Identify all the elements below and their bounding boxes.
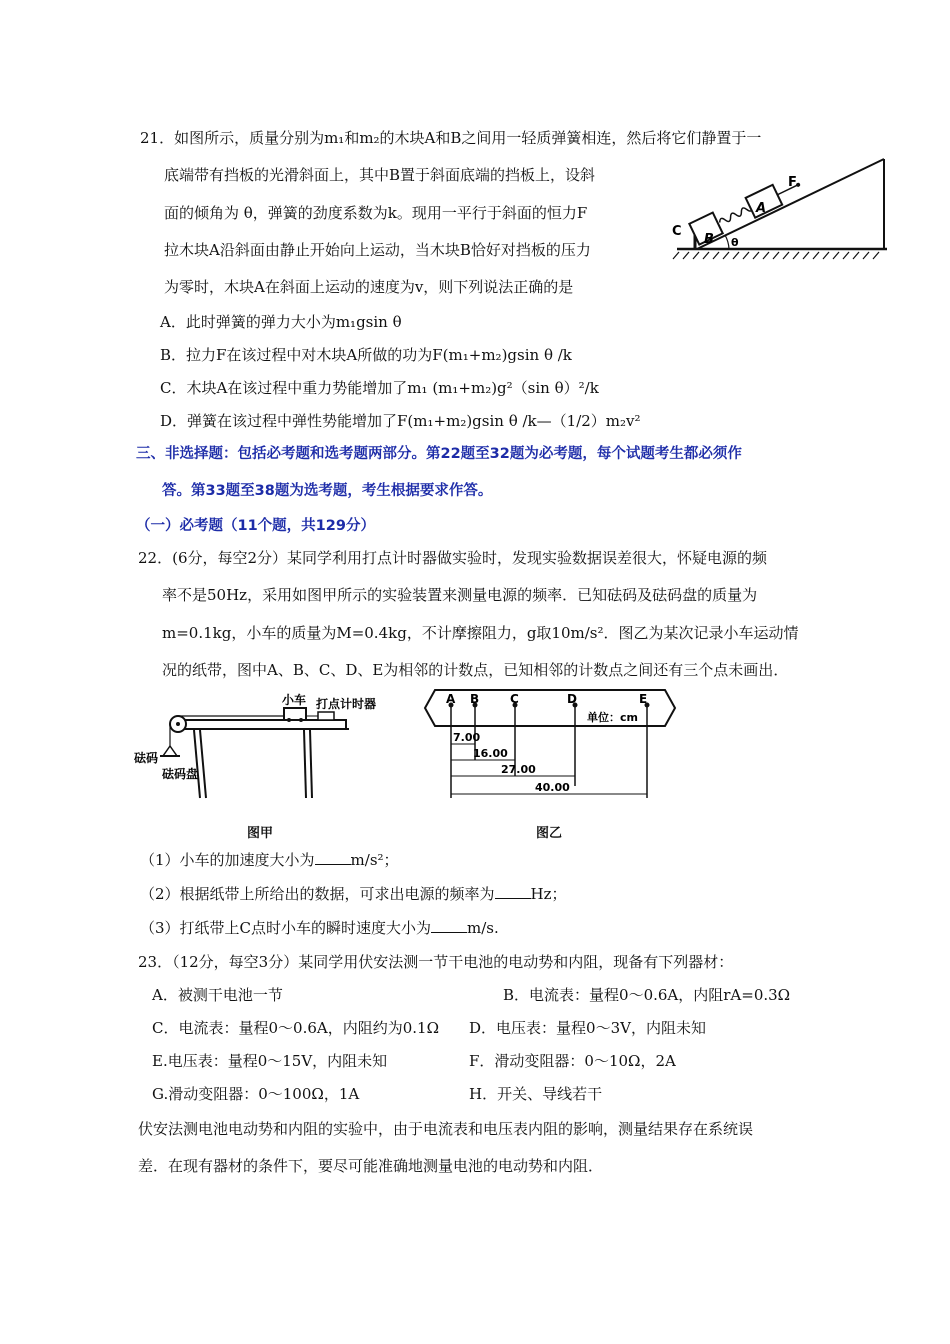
q22-sub1-unit: m/s²； bbox=[350, 851, 399, 869]
q22-sub3-text: （3）打纸带上C点时小车的瞬时速度大小为 bbox=[140, 919, 432, 937]
apparatus-label-car: 小车 bbox=[282, 693, 307, 707]
q23-item-d: D．电压表：量程0～3V，内阻未知 bbox=[469, 1019, 706, 1037]
apparatus-figure bbox=[134, 690, 404, 815]
tape-dim-4: 40.00 bbox=[535, 781, 570, 794]
q21-option-c: C．木块A在该过程中重力势能增加了m₁ (m₁+m₂)g²（sin θ）²/k bbox=[160, 379, 599, 397]
q22-sub3-unit: m/s. bbox=[467, 919, 499, 937]
q22-line2: 率不是50Hz，采用如图甲所示的实验装置来测量电源的频率．已知砝码及砝码盘的质量为 bbox=[162, 586, 758, 604]
q21-line2: 底端带有挡板的光滑斜面上，其中B置于斜面底端的挡板上，设斜 bbox=[164, 166, 596, 184]
figure-a-caption: 图甲 bbox=[247, 826, 274, 841]
q23-item-g: G.滑动变阻器：0～100Ω，1A bbox=[152, 1085, 360, 1103]
tape-point-d: D bbox=[567, 692, 577, 706]
incline-label-a: A bbox=[756, 201, 767, 216]
incline-label-f: F bbox=[788, 175, 797, 190]
q22-line4: 况的纸带，图中A、B、C、D、E为相邻的计数点，已知相邻的计数点之间还有三个点未画出． bbox=[162, 661, 789, 679]
section3-line1: 三、非选择题：包括必考题和选考题两部分。第22题至32题为必考题，每个试题考生都必须作 bbox=[136, 446, 742, 462]
q22-sub3 bbox=[140, 918, 499, 938]
tape-dim-3: 27.00 bbox=[501, 763, 536, 776]
q23-paragraph-line1: 伏安法测电池电动势和内阻的实验中，由于电流表和电压表内阻的影响，测量结果存在系统误 bbox=[138, 1120, 754, 1138]
q23-line1: 23．（12分，每空3分）某同学用伏安法测一节干电池的电动势和内阻，现备有下列器材： bbox=[138, 953, 734, 971]
q21-line3: 面的倾角为 θ，弹簧的劲度系数为k。现用一平行于斜面的恒力F bbox=[164, 204, 588, 222]
q22-sub1 bbox=[140, 850, 399, 870]
q22-sub2 bbox=[140, 884, 567, 904]
tape-point-b: B bbox=[470, 692, 480, 706]
tape-point-c: C bbox=[510, 692, 519, 706]
q22-sub3-blank bbox=[431, 918, 467, 933]
q21-line1: 21．如图所示，质量分别为m₁和m₂的木块A和B之间用一轻质弹簧相连，然后将它们静置于一 bbox=[140, 129, 762, 147]
tape-unit: 单位：cm bbox=[587, 711, 638, 724]
tape-point-e: E bbox=[639, 692, 648, 706]
q22-sub2-unit: Hz； bbox=[530, 885, 567, 903]
apparatus-label-timer: 打点计时器 bbox=[316, 697, 377, 711]
q23-item-e: E.电压表：量程0～15V，内阻未知 bbox=[152, 1052, 388, 1070]
q23-item-a: A．被测干电池一节 bbox=[152, 986, 283, 1004]
q22-sub2-text: （2）根据纸带上所给出的数据，可求出电源的频率为 bbox=[140, 885, 495, 903]
tape-dim-1: 7.00 bbox=[453, 731, 481, 744]
q21-option-d: D．弹簧在该过程中弹性势能增加了F(m₁+m₂)gsin θ /k—（1/2）m₂v² bbox=[160, 412, 641, 430]
q23-item-f: F．滑动变阻器：0～10Ω，2A bbox=[469, 1052, 676, 1070]
q21-line5: 为零时，木块A在斜面上运动的速度为v，则下列说法正确的是 bbox=[164, 278, 574, 296]
tape-point-a: A bbox=[446, 692, 456, 706]
q22-sub1-blank bbox=[315, 850, 351, 865]
apparatus-label-pan: 砝码盘 bbox=[162, 767, 199, 781]
apparatus-label-weight: 砝码 bbox=[134, 751, 159, 765]
tape-figure bbox=[415, 688, 685, 808]
incline-figure bbox=[655, 155, 900, 265]
incline-label-theta: θ bbox=[731, 236, 739, 249]
q23-item-c: C．电流表：量程0～0.6A，内阻约为0.1Ω bbox=[152, 1019, 440, 1037]
q22-sub1-text: （1）小车的加速度大小为 bbox=[140, 851, 315, 869]
figure-b-caption: 图乙 bbox=[536, 826, 563, 841]
q21-line4: 拉木块A沿斜面由静止开始向上运动，当木块B恰好对挡板的压力 bbox=[164, 241, 591, 259]
q21-option-a: A．此时弹簧的弹力大小为m₁gsin θ bbox=[160, 313, 402, 331]
q23-item-h: H．开关、导线若干 bbox=[469, 1085, 603, 1103]
q21-option-b: B．拉力F在该过程中对木块A所做的功为F(m₁+m₂)gsin θ /k bbox=[160, 346, 572, 364]
q23-paragraph-line2: 差．在现有器材的条件下，要尽可能准确地测量电池的电动势和内阻． bbox=[138, 1157, 604, 1175]
incline-label-c: C bbox=[672, 224, 682, 239]
q22-sub2-blank bbox=[495, 884, 531, 899]
section3-subheading: （一）必考题（11个题，共129分） bbox=[136, 518, 375, 534]
tape-dim-2: 16.00 bbox=[473, 747, 508, 760]
q22-line1: 22．(6分，每空2分）某同学利用打点计时器做实验时，发现实验数据误差很大，怀疑电源的频 bbox=[138, 549, 768, 567]
incline-label-b: B bbox=[704, 232, 714, 247]
q23-item-b: B．电流表：量程0～0.6A，内阻rA=0.3Ω bbox=[503, 986, 791, 1004]
q22-line3: m=0.1kg，小车的质量为M=0.4kg，不计摩擦阻力，g取10m/s²．图乙为某次记录小车运动情 bbox=[162, 624, 799, 642]
section3-line2: 答。第33题至38题为选考题，考生根据要求作答。 bbox=[162, 483, 493, 499]
